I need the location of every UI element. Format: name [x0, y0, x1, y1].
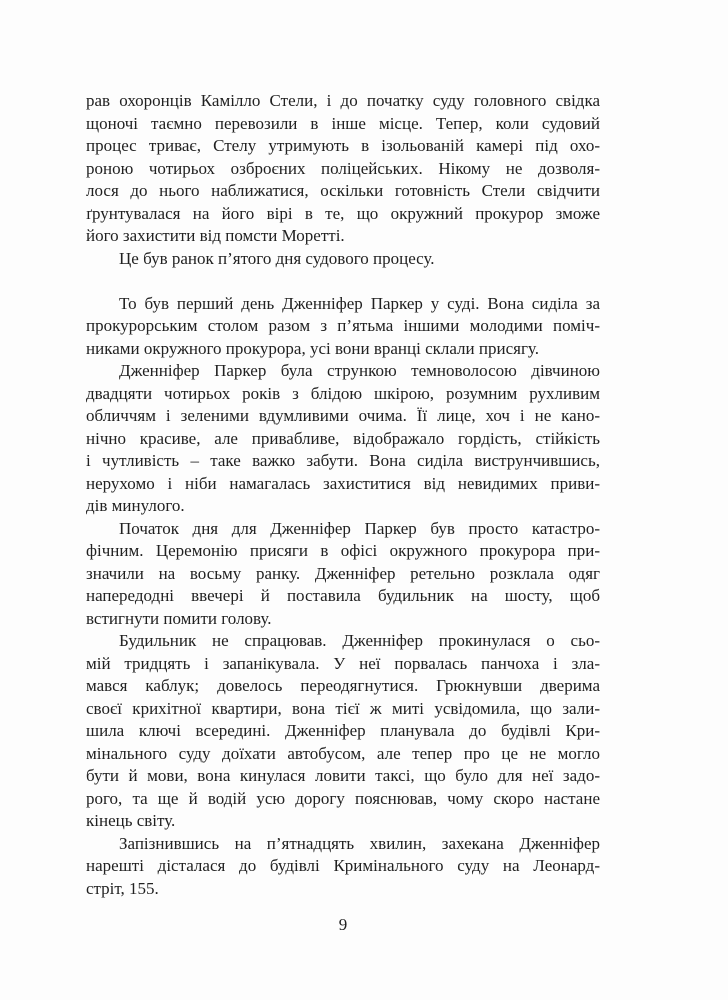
text-line: мій тридцять і запанікувала. У неї порвалась панчоха і зла- — [86, 653, 600, 673]
text-line: фічним. Церемонію присяги в офісі окружного прокурора при- — [86, 541, 600, 560]
text-line: значили на восьму ранку. Дженніфер ретельно розклала одяг — [86, 563, 600, 583]
text-line: Початок дня для Дженніфер Паркер був просто катастро- — [119, 518, 600, 538]
text-line: обличчям і зеленими вдумливими очима. Її лице, хоч і не кано- — [86, 406, 600, 425]
text-line: кінець світу. — [86, 811, 176, 830]
text-line: никами окружного прокурора, усі вони вранці склали присягу. — [86, 338, 539, 358]
text-line: процес триває, Стелу утримують в ізольованій камері під охо- — [86, 136, 600, 155]
text-line: лося до нього наближатися, оскільки готовність Стели свідчити — [86, 181, 600, 200]
text-line: Дженніфер Паркер була стрункою темноволосою дівчиною — [119, 361, 600, 380]
text-line: дів минулого. — [86, 496, 185, 515]
text-line: роною чотирьох озброєних поліцейських. Нікому не дозволя- — [86, 158, 600, 178]
text-line: шила ключі всередині. Дженніфер планувала до будівлі Кри- — [86, 721, 600, 740]
paragraph — [86, 360, 600, 518]
text-line: рав охоронців Камілло Стели, і до початку суду головного свідка — [86, 91, 600, 110]
page-number: 9 — [338, 915, 348, 934]
text-line: Це був ранок п’ятого дня судового процесу. — [119, 248, 435, 268]
text-line: встигнути помити голову. — [86, 608, 272, 628]
text-line: нічно красиве, але привабливе, відображало гордість, стійкість — [86, 428, 600, 448]
text-line: стріт, 155. — [86, 878, 159, 898]
text-line: мався каблук; довелось переодягнутися. Грюкнувши дверима — [86, 676, 600, 695]
paragraph — [86, 630, 600, 833]
paragraph — [86, 90, 600, 248]
text-line: прокурорським столом разом з п’ятьма іншими молодими поміч- — [86, 316, 600, 335]
paragraph — [86, 293, 600, 361]
text-line: То був перший день Дженніфер Паркер у суді. Вона сиділа за — [119, 293, 600, 313]
paragraph — [86, 518, 600, 631]
text-line: нарешті дісталася до будівлі Кримінального суду на Леонард- — [86, 856, 600, 875]
paragraph — [86, 833, 600, 901]
text-line: своєї крихітної квартири, вона тієї ж миті усвідомила, що зали- — [86, 698, 600, 718]
paragraph — [86, 248, 600, 271]
text-line: ґрунтувалася на його вірі в те, що окружний прокурор зможе — [86, 203, 600, 223]
text-line: рого, та ще й водій усю дорогу пояснював, чому скоро настане — [86, 788, 600, 808]
text-line: напередодні ввечері й поставила будильник на шосту, щоб — [86, 586, 600, 605]
text-line: його захистити від помсти Моретті. — [86, 226, 345, 245]
text-line: і чутливість – таке важко забути. Вона сиділа виструнчившись, — [86, 451, 600, 470]
text-line: двадцяти чотирьох років з блідою шкірою, розумним рухливим — [86, 383, 600, 403]
text-line: бути й мови, вона кинулася ловити таксі, що було для неї задо- — [86, 766, 600, 785]
text-line: нерухомо і ніби намагалась захиститися від невидимих приви- — [86, 473, 600, 493]
text-line: мінального суду доїхати автобусом, але тепер про це не могло — [86, 743, 600, 763]
text-line: щоночі таємно перевозили в інше місце. Тепер, коли судовий — [86, 113, 600, 133]
text-block — [86, 90, 600, 900]
text-line: Будильник не спрацював. Дженніфер прокинулася о сьо- — [119, 631, 600, 650]
text-line: Запізнившись на п’ятнадцять хвилин, захекана Дженніфер — [119, 833, 600, 853]
